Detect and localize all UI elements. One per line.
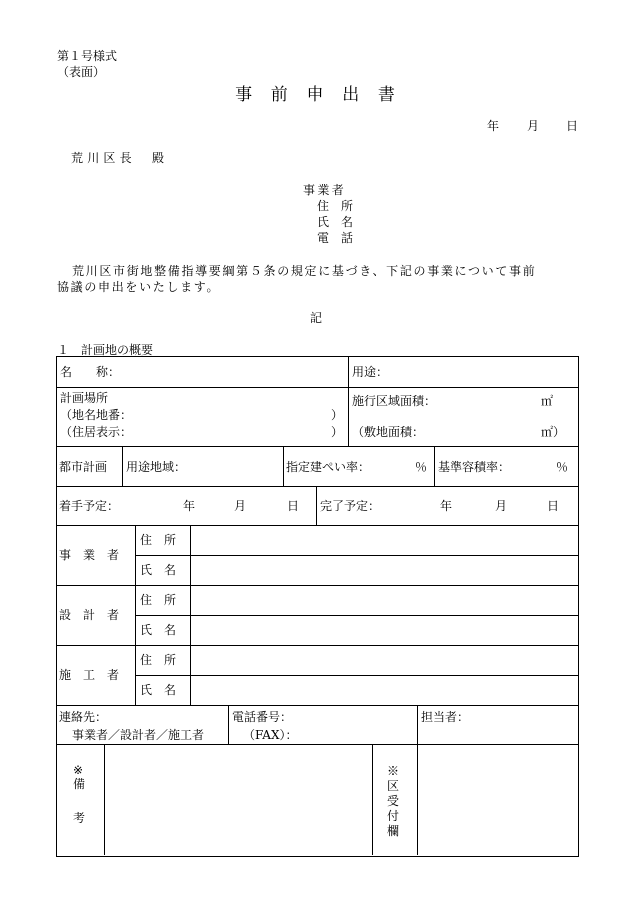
date-day: 日	[566, 119, 579, 133]
form-side: （表面）	[57, 65, 106, 79]
business-name-label: 氏 名	[140, 563, 177, 577]
end-day: 日	[547, 499, 560, 513]
far-label: 基準容積率：	[438, 460, 511, 474]
site-area-unit: ㎡）	[541, 425, 566, 439]
coverage-percent: ％	[415, 460, 428, 474]
date-month: 月	[527, 119, 540, 133]
name-label: 名 称：	[60, 365, 121, 379]
applicant-phone-label: 電 話	[317, 231, 354, 245]
far-percent: ％	[556, 460, 569, 474]
contact-label: 連絡先：	[59, 710, 108, 724]
area-unit: ㎡	[541, 394, 554, 408]
designer-label: 設 計 者	[59, 608, 120, 622]
business-label: 事 業 者	[59, 548, 120, 562]
end-year: 年	[440, 499, 453, 513]
jukyo-label: （住居表示：	[60, 425, 133, 439]
applicant-label: 事業者	[303, 183, 347, 197]
body-text-line1: 荒川区市街地整備指導要綱第５条の規定に基づき、下記の事業について事前	[72, 264, 537, 278]
start-month: 月	[234, 499, 247, 513]
designer-name-label: 氏 名	[140, 623, 177, 637]
page-title: 事前申出書	[235, 85, 414, 105]
date-year: 年	[487, 119, 500, 133]
end-label: 完了予定：	[320, 499, 381, 513]
reception-label: ※区受付欄	[386, 764, 399, 838]
person-in-charge-label: 担当者：	[421, 710, 470, 724]
remarks-mark: ※	[73, 763, 84, 777]
business-address-label: 住 所	[140, 533, 177, 547]
remarks-char1: 備	[73, 777, 86, 791]
section1-title: １ 計画地の概要	[57, 343, 154, 357]
start-day: 日	[287, 499, 300, 513]
start-label: 着手予定：	[59, 499, 120, 513]
fax-label: （FAX）：	[243, 728, 298, 742]
contractor-address-label: 住 所	[140, 653, 177, 667]
use-label: 用途：	[352, 365, 389, 379]
coverage-label: 指定建ぺい率：	[286, 460, 371, 474]
applicant-address-label: 住 所	[317, 199, 354, 213]
site-label: 計画場所	[60, 391, 109, 405]
site-area-label: （敷地面積：	[352, 425, 425, 439]
remarks-char2: 考	[73, 811, 86, 825]
contractor-name-label: 氏 名	[140, 683, 177, 697]
ki-mark: 記	[310, 311, 323, 325]
use-zone-label: 用途地域：	[126, 460, 187, 474]
body-text-line2: 協議の申出をいたします。	[57, 280, 221, 294]
form-number: 第１号様式	[57, 49, 118, 63]
applicant-name-label: 氏 名	[317, 215, 354, 229]
city-plan-label: 都市計画	[59, 460, 108, 474]
end-month: 月	[495, 499, 508, 513]
phone-label: 電話番号：	[232, 710, 293, 724]
chiban-paren-close: ）	[331, 408, 344, 422]
designer-address-label: 住 所	[140, 593, 177, 607]
jukyo-paren-close: ）	[331, 425, 344, 439]
addressee: 荒川区長 殿	[71, 151, 169, 165]
contractor-label: 施 工 者	[59, 668, 120, 682]
start-year: 年	[183, 499, 196, 513]
chiban-label: （地名地番：	[60, 408, 133, 422]
area-label: 施行区域面積：	[352, 394, 437, 408]
contact-options: 事業者／設計者／施工者	[72, 728, 205, 742]
